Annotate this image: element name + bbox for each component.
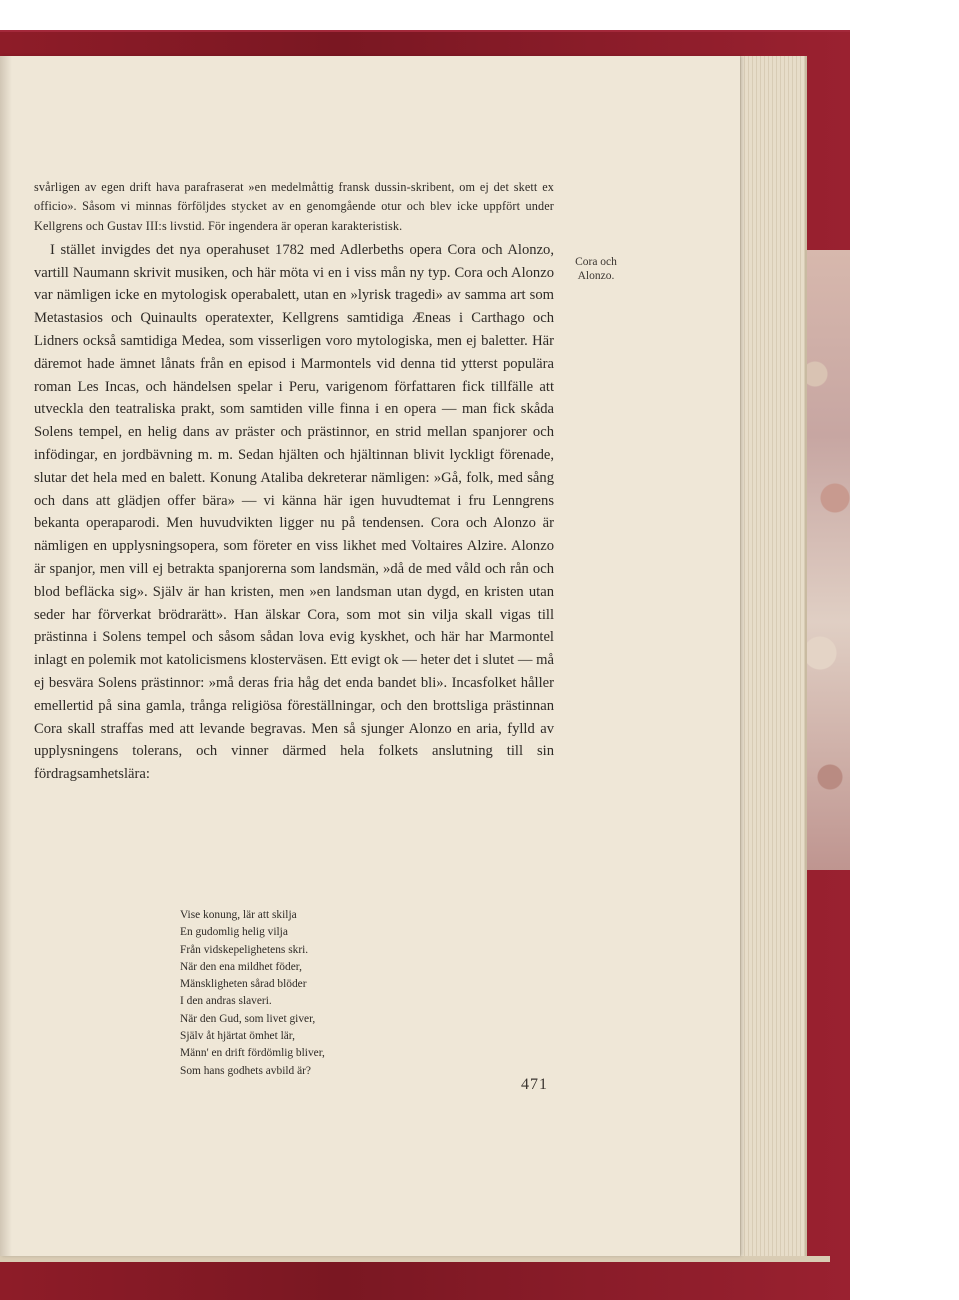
verse-line: En gudomlig helig vilja: [180, 926, 288, 939]
main-paragraph: I stället invigdes det nya operahuset 1782 med Adlerbeths opera Cora och Alonzo, vartill Naumann skrivit musiken, och här möta vi en i viss mån ny typ. Cora och Alonzo var nämligen icke en mytologisk operabalett, utan en »lyrisk tragedi» av samma art som Metastasios och Quinaults operatexter, Kellgrens samtidiga Æneas i Carthago och Lidners också samtidiga Medea, som visserligen voro mytologiska, men ej baletter. Här däremot hade ämnet lånats från en episod i Marmontels vid denna tid ytterst populära roman Les Incas, och händelsen spelar i Peru, varigenom författaren fick tillfälle att utveckla den teatraliska prakt, som samtiden ville finna i en opera — man fick skåda Solens tempel, en helig dans av präster och prästinnor, en strid mellan spanjorer och infödingar, en jordbävning m. m. Sedan hjälten och hjältinnan blivit lyckligt förenade, slutar det hela med en balett. Konung Ataliba dekreterar nämligen: »Gå, folk, med sång och dans att glädjen offer bära» — vi känna här igen huvudtemat i fru Lenngrens bekanta operaparodi. Men huvudvikten ligger nu på tendensen. Cora och Alonzo är nämligen en upplysningsopera, som företer en viss likhet med Voltaires Alzire. Alonzo är spanjor, men vill ej betrakta spanjorerna som landsmän, »då de med våld och rån och blod befläcka sig». Själv är han kristen, men »en landsman utan dygd, en kristen utan seder har förverkat brödrarätt». Han älskar Cora, som mot sin vilja skall vigas till prästinna i Solens tempel och såsom sådan lova evig kyskhet, och här har Marmontel inlagt en polemik mot katolicismens klosterväsen. Ett evigt ok — heter det i slutet — må ej besvära Solens prästinnor: »må deras fria håg det enda bandet bli». Incasfolket håller emellertid på sina gamla, trånga religiösa föreställningar, och den brottsliga prästinnan Cora skall straffas med att levande begravas. Men så sjunger Alonzo en aria, fylld av upplysningens tolerans, och vinner därmed hela folkets anslutning till sin fördragsamhetslära:: [34, 241, 554, 783]
body-text: [34, 178, 554, 786]
marbled-cover-paper: [800, 250, 850, 870]
verse-line: Vise konung, lär att skilja: [180, 909, 297, 921]
verse-line: I den andras slaveri.: [180, 995, 272, 1008]
verse-line: När den Gud, som livet giver,: [180, 1012, 316, 1025]
margin-note: Cora och Alonzo.: [575, 256, 617, 282]
verse-line: Själv åt hjärtat ömhet lär,: [180, 1030, 295, 1043]
page-bottom-edge: [0, 1256, 830, 1262]
verse-line: Mänskligheten sårad blöder: [180, 978, 307, 991]
intro-paragraph: svårligen av egen drift hava parafraserat »en medelmåttig fransk dussin-skribent, om ej det skett ex officio». Såsom vi minnas förföljdes stycket av en genomgående otur och blev icke uppfört under Kellgrens och Gustav III:s livstid. För ingendera är operan karakteristisk.: [34, 180, 554, 233]
verse-line: Som hans godhets avbild är?: [180, 1064, 311, 1077]
gutter-shadow: [0, 56, 12, 1256]
verse-block: [180, 907, 325, 1080]
verse-line: När den ena mildhet föder,: [180, 960, 302, 973]
verse-line: Männ' en drift fördömlig bliver,: [180, 1047, 325, 1060]
verse-line: Från vidskepelighetens skri.: [180, 943, 309, 956]
page-number: 471: [521, 1076, 548, 1093]
